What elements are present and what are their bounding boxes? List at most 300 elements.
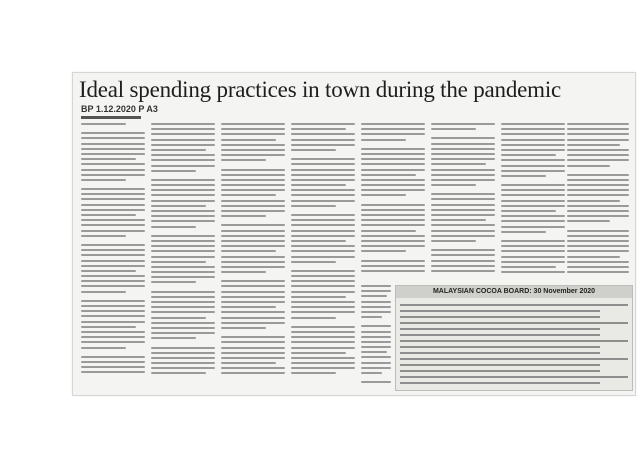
text-line <box>81 336 145 338</box>
text-line <box>291 326 355 328</box>
text-line <box>151 240 215 242</box>
text-line <box>221 336 285 338</box>
text-line <box>431 224 495 226</box>
text-line <box>361 362 391 364</box>
text-line <box>221 285 285 287</box>
text-line <box>151 322 215 324</box>
text-line <box>151 261 206 263</box>
text-line <box>431 204 495 206</box>
text-line <box>431 143 495 145</box>
article-column-5 <box>361 123 425 281</box>
text-line <box>81 143 145 145</box>
text-line <box>81 148 145 150</box>
text-line <box>221 133 285 135</box>
text-line <box>291 317 336 319</box>
text-line <box>81 275 145 277</box>
text-line <box>221 230 285 232</box>
text-line <box>567 200 620 202</box>
text-line <box>81 347 126 349</box>
text-line <box>291 336 355 338</box>
text-line <box>221 322 285 324</box>
text-line <box>291 133 355 135</box>
text-line <box>431 235 495 237</box>
cocoa-table-row <box>400 352 600 354</box>
text-line <box>361 367 391 369</box>
text-line <box>431 123 495 125</box>
text-line <box>221 224 285 226</box>
text-line <box>567 133 629 135</box>
text-line <box>151 291 215 293</box>
text-line <box>501 205 565 207</box>
cocoa-table-row <box>400 382 600 384</box>
text-line <box>151 184 215 186</box>
article-column-2 <box>151 123 215 387</box>
text-line <box>221 311 285 313</box>
text-line <box>221 159 266 161</box>
text-line <box>151 301 215 303</box>
text-line <box>151 235 215 237</box>
text-line <box>361 174 416 176</box>
text-line <box>431 169 495 171</box>
text-line <box>221 210 285 212</box>
cocoa-table-row <box>400 310 600 312</box>
text-line <box>291 189 355 191</box>
text-line <box>567 271 629 273</box>
text-line <box>291 372 336 374</box>
text-line <box>361 265 425 267</box>
text-line <box>151 362 215 364</box>
text-line <box>501 215 565 217</box>
text-line <box>501 149 565 151</box>
text-line <box>567 149 629 151</box>
text-line <box>291 250 355 252</box>
text-line <box>221 189 285 191</box>
text-line <box>291 301 355 303</box>
cocoa-table-row <box>400 358 628 360</box>
text-line <box>567 128 629 130</box>
text-line <box>291 270 355 272</box>
text-line <box>291 200 355 202</box>
article-column-3 <box>221 123 285 387</box>
text-line <box>81 153 145 155</box>
text-line <box>567 220 610 222</box>
text-line <box>151 357 215 359</box>
text-line <box>291 347 355 349</box>
text-line <box>81 230 145 232</box>
text-line <box>431 153 495 155</box>
text-line <box>501 271 565 273</box>
text-line <box>221 139 276 141</box>
text-line <box>431 198 495 200</box>
text-line <box>81 341 145 343</box>
text-line <box>361 219 425 221</box>
text-line <box>361 163 425 165</box>
text-line <box>361 245 425 247</box>
text-line <box>567 123 629 125</box>
text-line <box>221 362 276 364</box>
text-line <box>431 179 495 181</box>
article-column-8 <box>567 123 629 281</box>
text-line <box>501 261 565 263</box>
text-line <box>361 250 406 252</box>
text-line <box>567 205 629 207</box>
cocoa-table-row <box>400 322 628 324</box>
text-line <box>501 123 565 125</box>
text-line <box>221 306 276 308</box>
text-line <box>361 230 416 232</box>
text-line <box>291 158 355 160</box>
paragraph-gap <box>361 256 425 260</box>
text-line <box>81 371 145 373</box>
text-line <box>221 301 285 303</box>
text-line <box>81 291 126 293</box>
text-line <box>361 295 387 297</box>
text-line <box>151 306 215 308</box>
text-line <box>361 290 391 292</box>
text-line <box>291 367 355 369</box>
paragraph-gap <box>151 343 215 347</box>
text-line <box>567 165 610 167</box>
text-line <box>81 204 145 206</box>
cocoa-table-title: MALAYSIAN COCOA BOARD: 30 November 2020 <box>396 286 632 298</box>
text-line <box>221 174 285 176</box>
text-line <box>567 144 620 146</box>
text-line <box>221 200 285 202</box>
text-line <box>81 198 145 200</box>
text-line <box>567 179 629 181</box>
text-line <box>291 179 355 181</box>
text-line <box>151 276 215 278</box>
text-line <box>501 128 565 130</box>
cocoa-table-row <box>400 364 600 366</box>
text-line <box>81 123 126 125</box>
text-line <box>81 244 145 246</box>
text-line <box>151 154 215 156</box>
text-line <box>221 352 285 354</box>
text-line <box>431 230 495 232</box>
text-line <box>221 291 285 293</box>
text-line <box>361 194 406 196</box>
text-line <box>81 285 145 287</box>
text-line <box>151 189 215 191</box>
text-line <box>361 179 425 181</box>
text-line <box>151 332 215 334</box>
text-line <box>81 361 145 363</box>
text-line <box>291 296 346 298</box>
text-line <box>291 194 355 196</box>
text-line <box>361 311 391 313</box>
text-line <box>501 154 556 156</box>
text-line <box>291 261 336 263</box>
cocoa-table-row <box>400 376 628 378</box>
text-line <box>501 144 565 146</box>
text-line <box>567 194 629 196</box>
text-line <box>151 347 215 349</box>
text-line <box>151 367 215 369</box>
cocoa-table-row <box>400 304 628 306</box>
text-line <box>291 224 355 226</box>
text-line <box>567 245 629 247</box>
text-line <box>361 235 425 237</box>
cocoa-table-row <box>400 370 600 372</box>
text-line <box>291 331 355 333</box>
cocoa-price-table <box>395 285 633 391</box>
text-line <box>567 159 629 161</box>
text-line <box>221 280 285 282</box>
text-line <box>567 256 620 258</box>
text-line <box>567 250 629 252</box>
text-line <box>431 209 495 211</box>
text-line <box>361 336 391 338</box>
text-line <box>567 210 629 212</box>
text-line <box>291 357 355 359</box>
text-line <box>151 220 215 222</box>
text-line <box>221 154 285 156</box>
text-line <box>151 123 215 125</box>
text-line <box>291 163 355 165</box>
text-line <box>221 144 285 146</box>
text-line <box>151 266 215 268</box>
newspaper-clipping <box>72 72 636 396</box>
text-line <box>567 240 629 242</box>
text-line <box>431 240 476 242</box>
text-line <box>151 256 215 258</box>
text-line <box>431 148 495 150</box>
text-line <box>291 144 355 146</box>
text-line <box>431 265 495 267</box>
cocoa-table-row <box>400 340 628 342</box>
text-line <box>221 245 285 247</box>
text-line <box>221 271 266 273</box>
text-line <box>151 296 215 298</box>
text-line <box>431 270 495 272</box>
text-line <box>361 214 425 216</box>
text-line <box>291 275 355 277</box>
text-line <box>291 280 355 282</box>
text-line <box>151 245 215 247</box>
text-line <box>431 260 495 262</box>
text-line <box>361 133 425 135</box>
text-line <box>431 214 495 216</box>
text-line <box>151 215 215 217</box>
text-line <box>151 165 215 167</box>
text-line <box>151 317 206 319</box>
cocoa-table-row <box>400 346 600 348</box>
text-line <box>361 285 391 287</box>
text-line <box>291 362 355 364</box>
text-line <box>81 219 145 221</box>
text-line <box>81 315 145 317</box>
text-line <box>291 169 355 171</box>
text-line <box>361 372 382 374</box>
text-line <box>151 149 206 151</box>
text-line <box>81 224 145 226</box>
text-line <box>221 240 285 242</box>
article-byline <box>81 116 141 119</box>
text-line <box>221 235 285 237</box>
text-line <box>361 351 387 353</box>
text-line <box>81 331 145 333</box>
text-line <box>221 128 285 130</box>
text-line <box>81 280 145 282</box>
text-line <box>501 165 565 167</box>
text-line <box>291 306 355 308</box>
text-line <box>81 193 145 195</box>
text-line <box>361 189 425 191</box>
text-line <box>151 281 196 283</box>
article-column-4 <box>291 123 355 387</box>
text-line <box>151 311 215 313</box>
text-line <box>291 240 346 242</box>
text-line <box>567 139 629 141</box>
text-line <box>567 235 629 237</box>
text-line <box>81 163 145 165</box>
text-line <box>567 189 629 191</box>
text-line <box>81 321 145 323</box>
text-line <box>361 139 406 141</box>
text-line <box>501 256 565 258</box>
text-line <box>501 200 565 202</box>
text-line <box>151 194 215 196</box>
text-line <box>151 210 215 212</box>
text-line <box>81 260 145 262</box>
text-line <box>81 209 145 211</box>
text-line <box>221 250 276 252</box>
text-line <box>221 317 285 319</box>
text-line <box>361 209 425 211</box>
text-line <box>361 316 382 318</box>
text-line <box>151 179 215 181</box>
text-line <box>291 291 355 293</box>
text-line <box>431 254 495 256</box>
text-line <box>431 184 476 186</box>
text-line <box>151 205 206 207</box>
text-line <box>81 254 145 256</box>
paragraph-gap <box>567 226 629 230</box>
text-line <box>501 133 565 135</box>
text-line <box>291 285 355 287</box>
text-line <box>431 128 476 130</box>
text-line <box>361 158 425 160</box>
text-line <box>81 169 145 171</box>
text-line <box>291 256 355 258</box>
text-line <box>431 249 495 251</box>
text-line <box>361 184 425 186</box>
text-line <box>361 128 425 130</box>
text-line <box>291 184 346 186</box>
text-line <box>81 235 126 237</box>
text-line <box>81 366 145 368</box>
text-line <box>291 311 355 313</box>
article-column-5-continued <box>361 285 391 389</box>
text-line <box>361 204 425 206</box>
text-line <box>81 174 145 176</box>
text-line <box>501 184 565 186</box>
text-line <box>567 154 629 156</box>
text-line <box>361 356 391 358</box>
text-line <box>221 215 266 217</box>
text-line <box>291 245 355 247</box>
text-line <box>501 210 556 212</box>
text-line <box>81 158 136 160</box>
text-line <box>501 220 565 222</box>
text-line <box>501 189 565 191</box>
text-line <box>151 372 206 374</box>
text-line <box>151 200 215 202</box>
text-line <box>151 226 196 228</box>
text-line <box>501 226 565 228</box>
text-line <box>291 219 355 221</box>
article-headline: Ideal spending practices in town during the pandemic <box>79 77 562 102</box>
text-line <box>567 266 629 268</box>
text-line <box>291 230 355 232</box>
text-line <box>501 250 565 252</box>
text-line <box>361 260 425 262</box>
text-line <box>221 296 285 298</box>
text-line <box>81 300 145 302</box>
text-line <box>361 341 391 343</box>
text-line <box>291 149 336 151</box>
text-line <box>151 170 196 172</box>
text-line <box>291 352 346 354</box>
text-line <box>567 261 629 263</box>
text-line <box>151 144 215 146</box>
text-line <box>361 169 425 171</box>
article-column-6 <box>431 123 495 281</box>
text-line <box>291 128 346 130</box>
text-line <box>81 132 145 134</box>
text-line <box>431 158 495 160</box>
text-line <box>291 235 355 237</box>
paragraph-gap <box>221 165 285 169</box>
text-line <box>291 123 355 125</box>
text-line <box>361 123 425 125</box>
article-dateline: BP 1.12.2020 P A3 <box>81 104 158 114</box>
text-line <box>151 133 215 135</box>
text-line <box>567 230 629 232</box>
text-line <box>151 352 215 354</box>
text-line <box>221 149 285 151</box>
text-line <box>567 215 629 217</box>
article-column-1 <box>81 123 145 387</box>
text-line <box>361 331 391 333</box>
text-line <box>221 367 285 369</box>
text-line <box>221 372 285 374</box>
text-line <box>501 175 546 177</box>
text-line <box>221 123 285 125</box>
text-line <box>81 214 136 216</box>
text-line <box>361 240 425 242</box>
text-line <box>221 179 285 181</box>
text-line <box>221 341 285 343</box>
text-line <box>431 193 495 195</box>
text-line <box>501 139 565 141</box>
text-line <box>221 266 285 268</box>
text-line <box>151 271 215 273</box>
text-line <box>81 270 136 272</box>
text-line <box>501 170 565 172</box>
text-line <box>221 169 285 171</box>
text-line <box>431 137 495 139</box>
text-line <box>81 249 145 251</box>
text-line <box>567 174 629 176</box>
text-line <box>431 163 486 165</box>
text-line <box>361 306 391 308</box>
text-line <box>431 219 486 221</box>
text-line <box>501 266 556 268</box>
text-line <box>291 341 355 343</box>
text-line <box>221 261 285 263</box>
